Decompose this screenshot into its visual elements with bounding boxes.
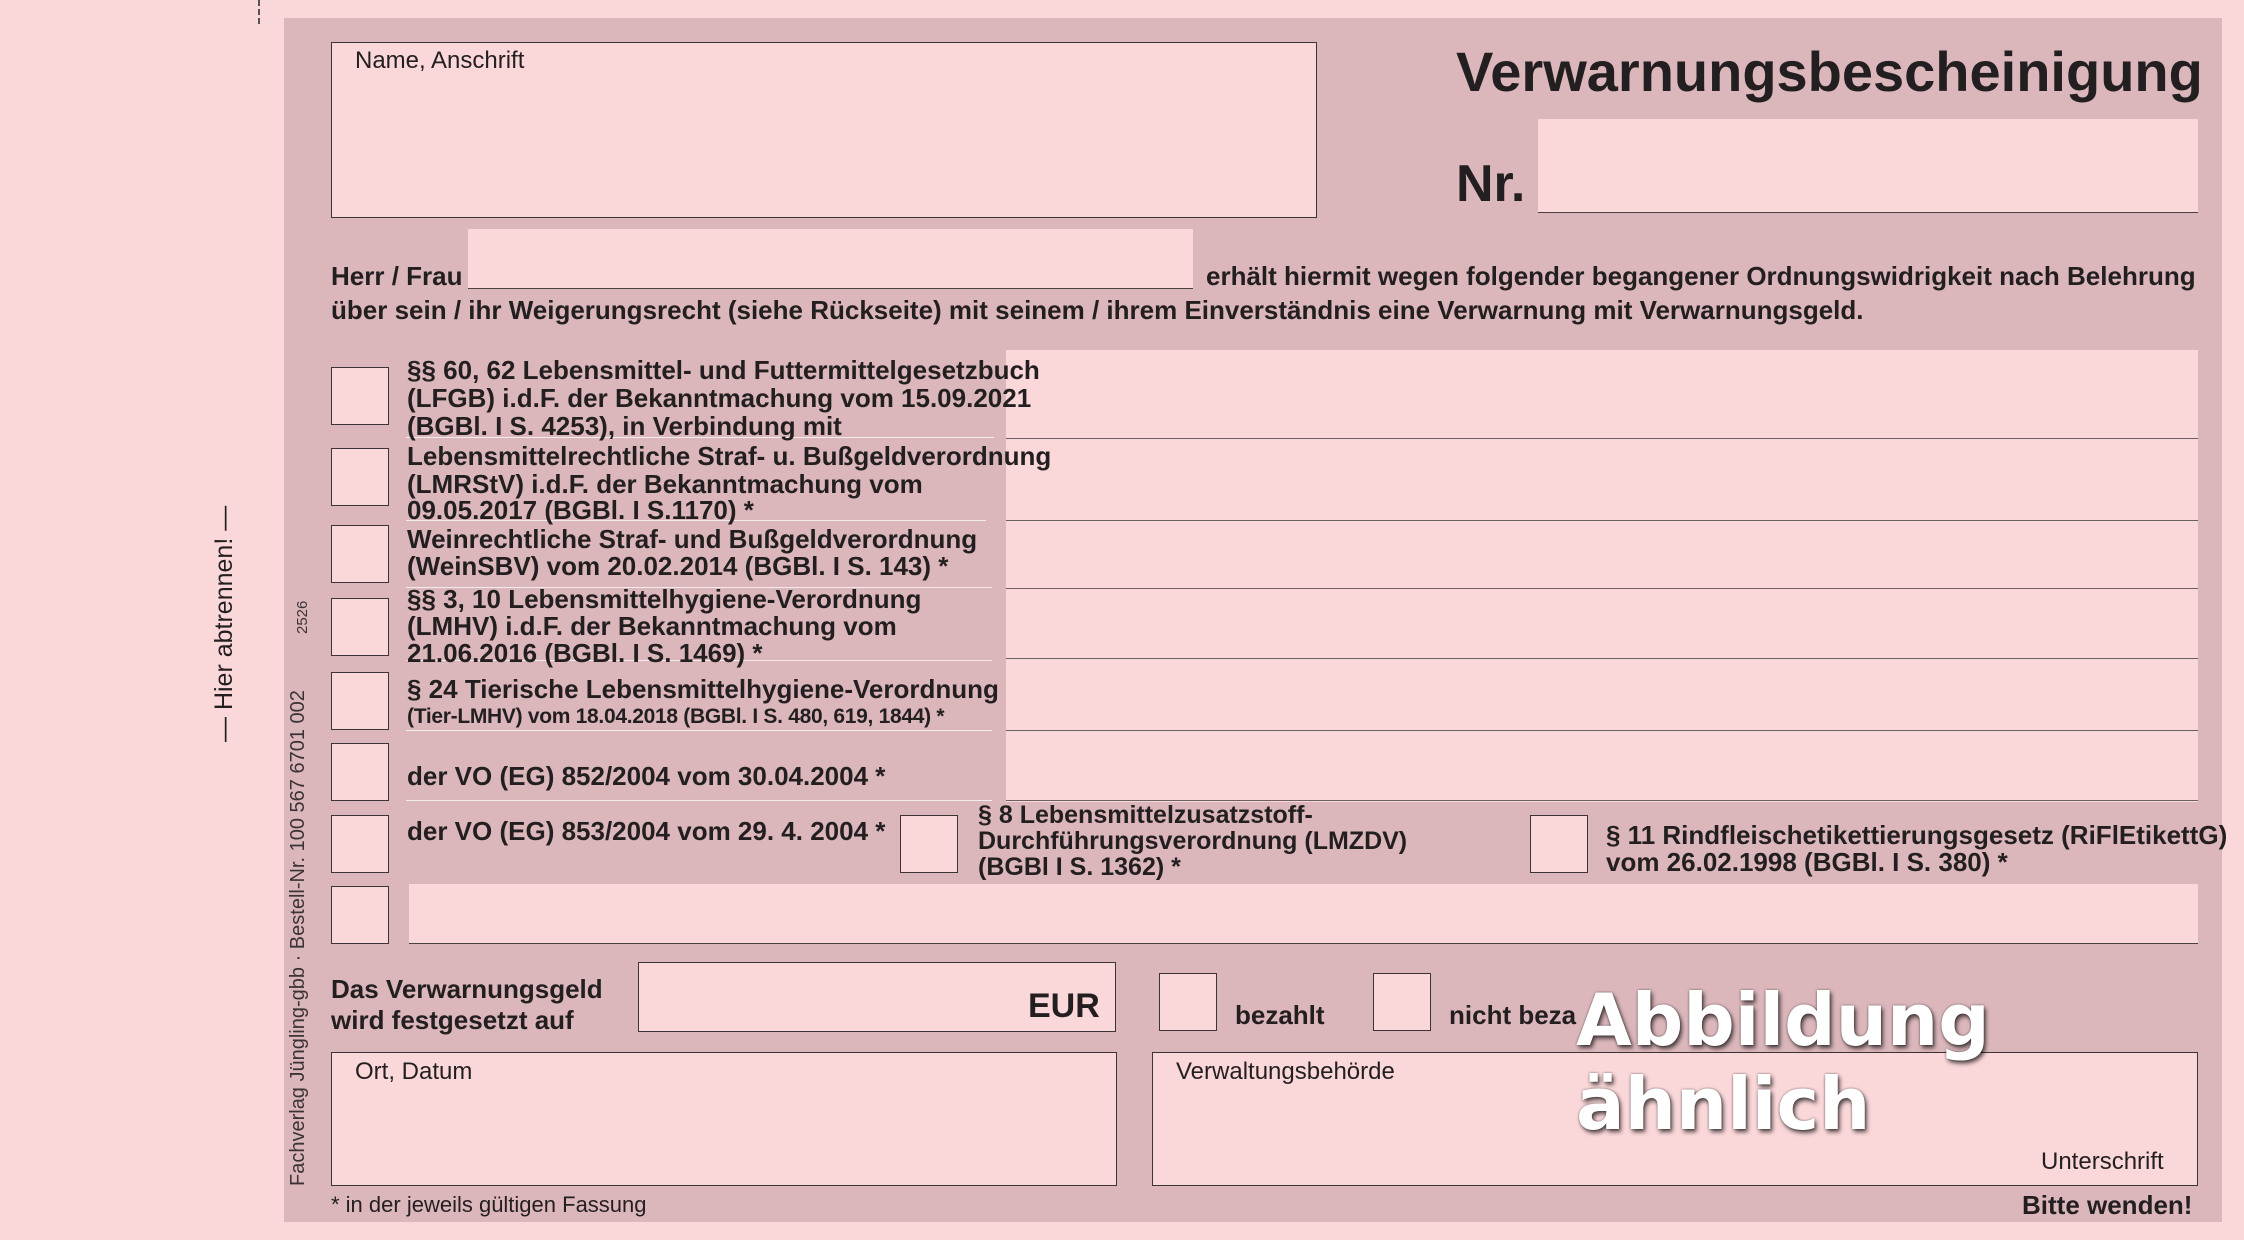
herr-frau-field[interactable]	[468, 229, 1193, 289]
checkbox-other[interactable]	[331, 886, 389, 944]
item-lmhv-line: §§ 3, 10 Lebensmittelhygiene-Verordnung	[407, 584, 922, 614]
nr-field[interactable]	[1538, 119, 2198, 213]
fine-label-line: Das Verwarnungsgeld	[331, 974, 603, 1004]
item-tier-lmhv-line: § 24 Tierische Lebensmittelhygiene-Verordnung	[407, 674, 999, 704]
description-line	[1006, 438, 2198, 439]
place-date-label: Ort, Datum	[355, 1058, 473, 1085]
item-vo-853: der VO (EG) 853/2004 vom 29. 4. 2004 *	[407, 816, 886, 846]
currency-label: EUR	[1028, 987, 1100, 1025]
description-line	[1006, 730, 2198, 731]
item-lmhv-line: (LMHV) i.d.F. der Bekanntmachung vom	[407, 611, 897, 641]
item-tier-lmhv-line: (Tier-LMHV) vom 18.04.2018 (BGBl. I S. 480, 619, 1844) *	[407, 705, 945, 728]
footnote: * in der jeweils gültigen Fassung	[331, 1192, 647, 1217]
item-lmrstv-line: Lebensmittelrechtliche Straf- u. Bußgeldverordnung	[407, 441, 1052, 471]
item-lfgb-line: (LFGB) i.d.F. der Bekanntmachung vom 15.09.2021	[407, 383, 1032, 413]
herr-frau-label: Herr / Frau	[331, 261, 463, 291]
intro-line-2: über sein / ihr Weigerungsrecht (siehe Rückseite) mit seinem / ihrem Einverständnis eine Verwarnung mit Verwarnungsgeld.	[331, 295, 1864, 325]
checkbox-lmhv[interactable]	[331, 598, 389, 656]
description-line	[1006, 588, 2198, 589]
item-separator	[406, 800, 992, 801]
checkbox-unpaid[interactable]	[1373, 973, 1431, 1031]
cut-guide-tick	[258, 0, 260, 24]
checkbox-vo-852[interactable]	[331, 743, 389, 801]
nr-label: Nr.	[1456, 155, 1526, 213]
checkbox-paid[interactable]	[1159, 973, 1217, 1031]
turn-over-note: Bitte wenden!	[2022, 1190, 2193, 1220]
signature-label: Unterschrift	[2041, 1148, 2164, 1175]
intro-line-1: erhält hiermit wegen folgender begangener Ordnungswidrigkeit nach Belehrung	[1206, 261, 2196, 291]
publisher-info: Fachverlag Jüngling-gbb · Bestell-Nr. 100 567 6701 002	[287, 690, 309, 1186]
item-lmrstv-line: 09.05.2017 (BGBl. I S.1170) *	[407, 495, 754, 525]
item-lmrstv-line: (LMRStV) i.d.F. der Bekanntmachung vom	[407, 469, 923, 499]
checkbox-vo-853[interactable]	[331, 815, 389, 873]
item-riflg-line: vom 26.02.1998 (BGBl. I S. 380) *	[1606, 847, 2008, 877]
checkbox-riflg[interactable]	[1530, 815, 1588, 873]
cut-label: — Hier abtrennen! —	[210, 505, 238, 742]
checkbox-tier-lmhv[interactable]	[331, 672, 389, 730]
item-weinsbv-line: (WeinSBV) vom 20.02.2014 (BGBl. I S. 143) *	[407, 551, 949, 581]
item-lmhv-line: 21.06.2016 (BGBl. I S. 1469) *	[407, 638, 763, 668]
item-lmzdv-line: § 8 Lebensmittelzusatzstoff-	[978, 801, 1313, 829]
item-lmzdv-line: Durchführungsverordnung (LMZDV)	[978, 827, 1408, 855]
fine-label-line: wird festgesetzt auf	[331, 1005, 574, 1035]
violation-description-field[interactable]	[1006, 350, 2198, 802]
name-address-label: Name, Anschrift	[355, 47, 525, 74]
item-weinsbv-line: Weinrechtliche Straf- und Bußgeldverordnung	[407, 524, 978, 554]
checkbox-lmrstv[interactable]	[331, 448, 389, 506]
item-riflg-line: § 11 Rindfleischetikettierungsgesetz (RiFlEtikettG)	[1606, 820, 2228, 850]
form-code: 2526	[294, 600, 311, 634]
description-line	[1006, 658, 2198, 659]
description-line	[1006, 520, 2198, 521]
paid-label: bezahlt	[1235, 1000, 1325, 1030]
item-vo-852: der VO (EG) 852/2004 vom 30.04.2004 *	[407, 761, 886, 791]
other-violation-field[interactable]	[409, 884, 2198, 944]
watermark-text: Abbildung ähnlich	[1576, 978, 1990, 1146]
checkbox-lmzdv[interactable]	[900, 815, 958, 873]
authority-label: Verwaltungsbehörde	[1176, 1058, 1395, 1085]
checkbox-lfgb[interactable]	[331, 367, 389, 425]
unpaid-label: nicht beza	[1449, 1000, 1577, 1030]
item-lfgb-line: (BGBl. I S. 4253), in Verbindung mit	[407, 411, 842, 441]
checkbox-weinsbv[interactable]	[331, 525, 389, 583]
item-lfgb-line: §§ 60, 62 Lebensmittel- und Futtermittelgesetzbuch	[407, 355, 1040, 385]
form-title: Verwarnungsbescheinigung	[1456, 40, 2203, 103]
item-lmzdv-line: (BGBl I S. 1362) *	[978, 853, 1181, 881]
